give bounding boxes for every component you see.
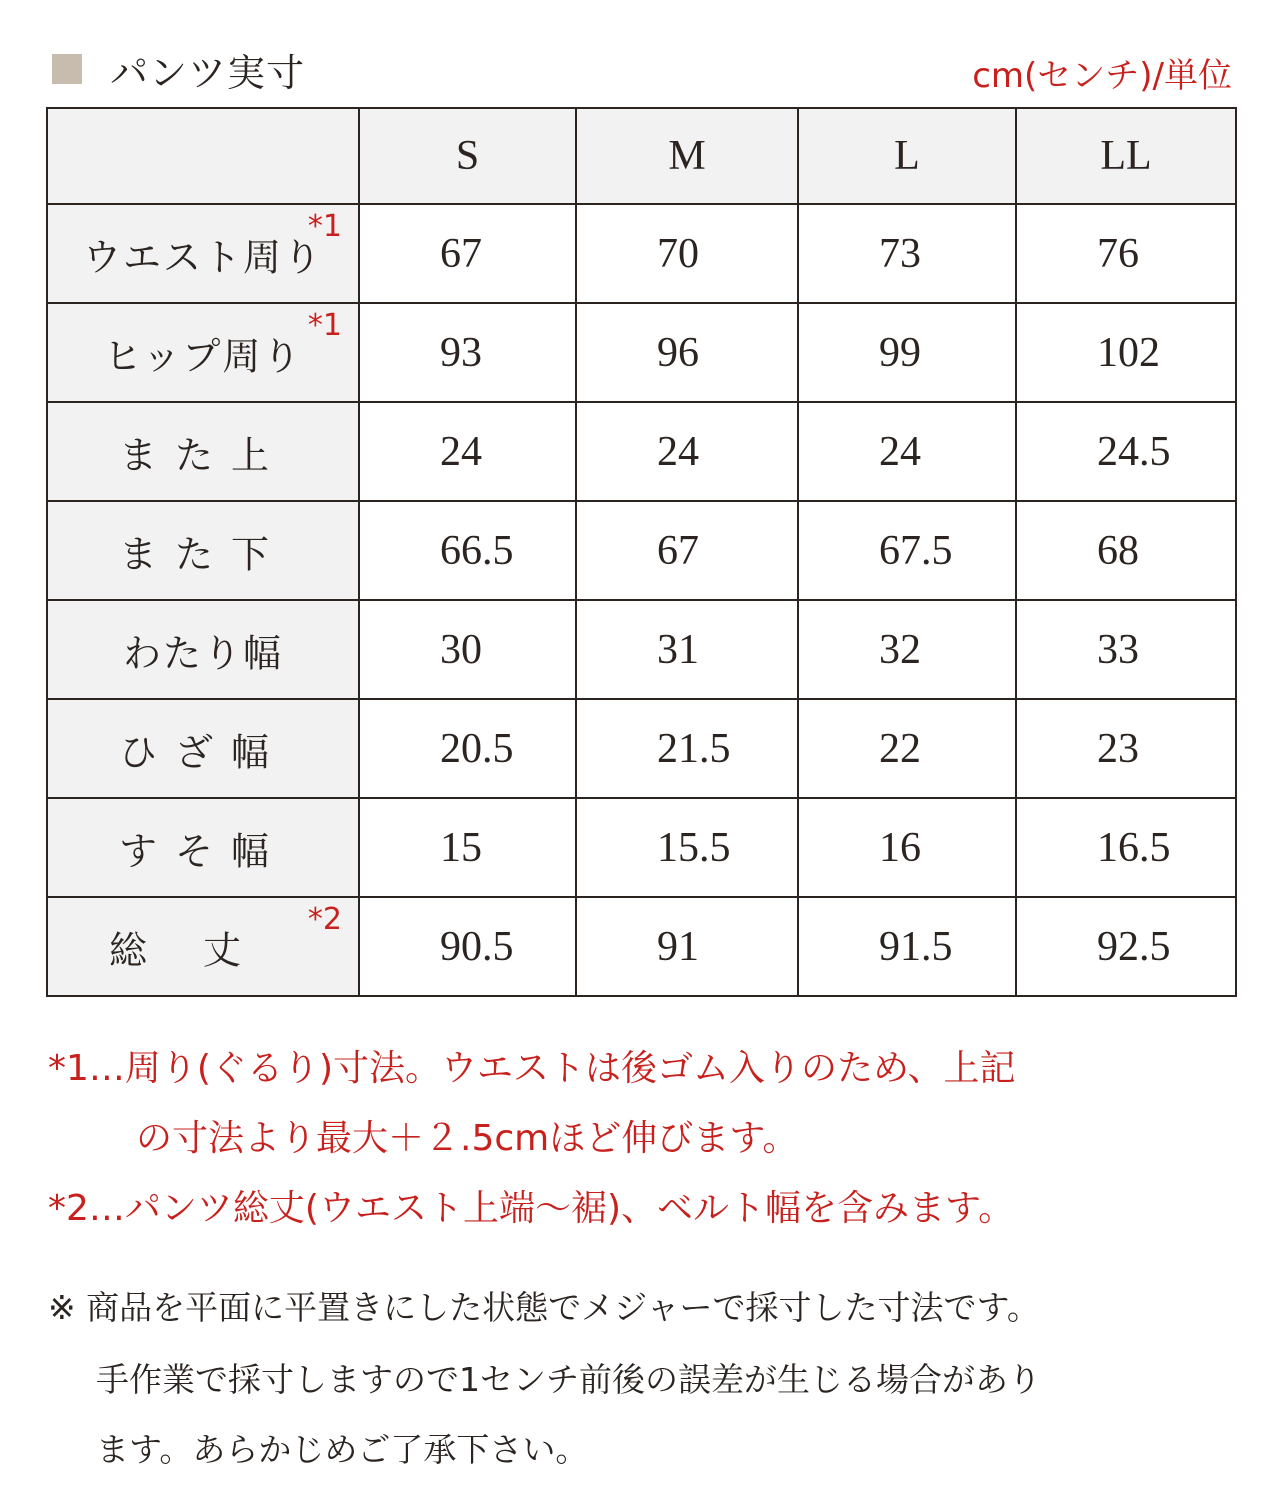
table-row	[47, 501, 1236, 600]
value-cell: 68	[1016, 501, 1236, 600]
value-cell: 31	[576, 600, 798, 699]
row-label-cell	[47, 798, 359, 897]
row-label: 総丈	[108, 928, 297, 972]
row-label: また下	[118, 532, 287, 576]
row-label-cell	[47, 600, 359, 699]
table-row	[47, 204, 1236, 303]
value-cell: 32	[798, 600, 1016, 699]
value-cell: 91.5	[798, 897, 1016, 996]
row-label-cell	[47, 303, 359, 402]
value-cell: 96	[576, 303, 798, 402]
value-cell: 23	[1016, 699, 1236, 798]
row-label: ウエスト周り	[82, 235, 323, 279]
value-cell: 91	[576, 897, 798, 996]
value-cell: 67	[576, 501, 798, 600]
row-label: すそ幅	[118, 829, 287, 873]
size-table	[46, 107, 1237, 997]
value-cell: 73	[798, 204, 1016, 303]
value-cell: 76	[1016, 204, 1236, 303]
value-cell: 15.5	[576, 798, 798, 897]
value-cell: 22	[798, 699, 1016, 798]
value-cell: 93	[359, 303, 576, 402]
table-row	[47, 798, 1236, 897]
row-label-cell	[47, 699, 359, 798]
footnote-2: *2…パンツ総丈(ウエスト上端〜裾)、ベルト幅を含みます。	[48, 1188, 1015, 1229]
table-row	[47, 600, 1236, 699]
value-cell: 16.5	[1016, 798, 1236, 897]
footnote-1-line-1: *1…周り(ぐるり)寸法。ウエストは後ゴム入りのため、上記	[48, 1048, 1016, 1089]
corner-cell	[47, 108, 359, 204]
unit-label: cm(センチ)/単位	[972, 56, 1232, 96]
table-row	[47, 699, 1236, 798]
row-label-cell	[47, 897, 359, 996]
value-cell: 24	[359, 402, 576, 501]
remark-line-1: ※ 商品を平面に平置きにした状態でメジャーで採寸した寸法です。	[48, 1288, 1040, 1327]
row-label: ひざ幅	[118, 730, 287, 774]
row-label: わたり幅	[122, 631, 283, 675]
row-label: また上	[118, 433, 287, 477]
value-cell: 102	[1016, 303, 1236, 402]
value-cell: 30	[359, 600, 576, 699]
value-cell: 92.5	[1016, 897, 1236, 996]
note-mark: *1	[307, 308, 342, 343]
table-row	[47, 897, 1236, 996]
square-bullet-icon	[52, 54, 82, 84]
table-row	[47, 402, 1236, 501]
note-mark: *2	[307, 902, 342, 937]
remark-line-3: ます。あらかじめご了承下さい。	[96, 1430, 589, 1469]
row-label-cell	[47, 204, 359, 303]
title-row	[52, 40, 1232, 100]
note-mark: *1	[307, 209, 342, 244]
row-label: ヒップ周り	[103, 334, 303, 378]
column-header-m: M	[576, 108, 798, 204]
column-header-ll: LL	[1016, 108, 1236, 204]
value-cell: 15	[359, 798, 576, 897]
table-row	[47, 303, 1236, 402]
value-cell: 24	[798, 402, 1016, 501]
value-cell: 67	[359, 204, 576, 303]
row-label-cell	[47, 402, 359, 501]
value-cell: 90.5	[359, 897, 576, 996]
row-label-cell	[47, 501, 359, 600]
value-cell: 99	[798, 303, 1016, 402]
footnote-1-line-2: の寸法より最大＋２.5cmほど伸びます。	[136, 1118, 799, 1159]
value-cell: 70	[576, 204, 798, 303]
column-header-s: S	[359, 108, 576, 204]
value-cell: 16	[798, 798, 1016, 897]
value-cell: 33	[1016, 600, 1236, 699]
remark-line-2: 手作業で採寸しますので1センチ前後の誤差が生じる場合があり	[96, 1360, 1041, 1399]
value-cell: 66.5	[359, 501, 576, 600]
value-cell: 20.5	[359, 699, 576, 798]
value-cell: 67.5	[798, 501, 1016, 600]
column-header-l: L	[798, 108, 1016, 204]
value-cell: 24.5	[1016, 402, 1236, 501]
value-cell: 21.5	[576, 699, 798, 798]
value-cell: 24	[576, 402, 798, 501]
table-header-row	[47, 108, 1236, 204]
page-title: パンツ実寸	[110, 51, 306, 95]
